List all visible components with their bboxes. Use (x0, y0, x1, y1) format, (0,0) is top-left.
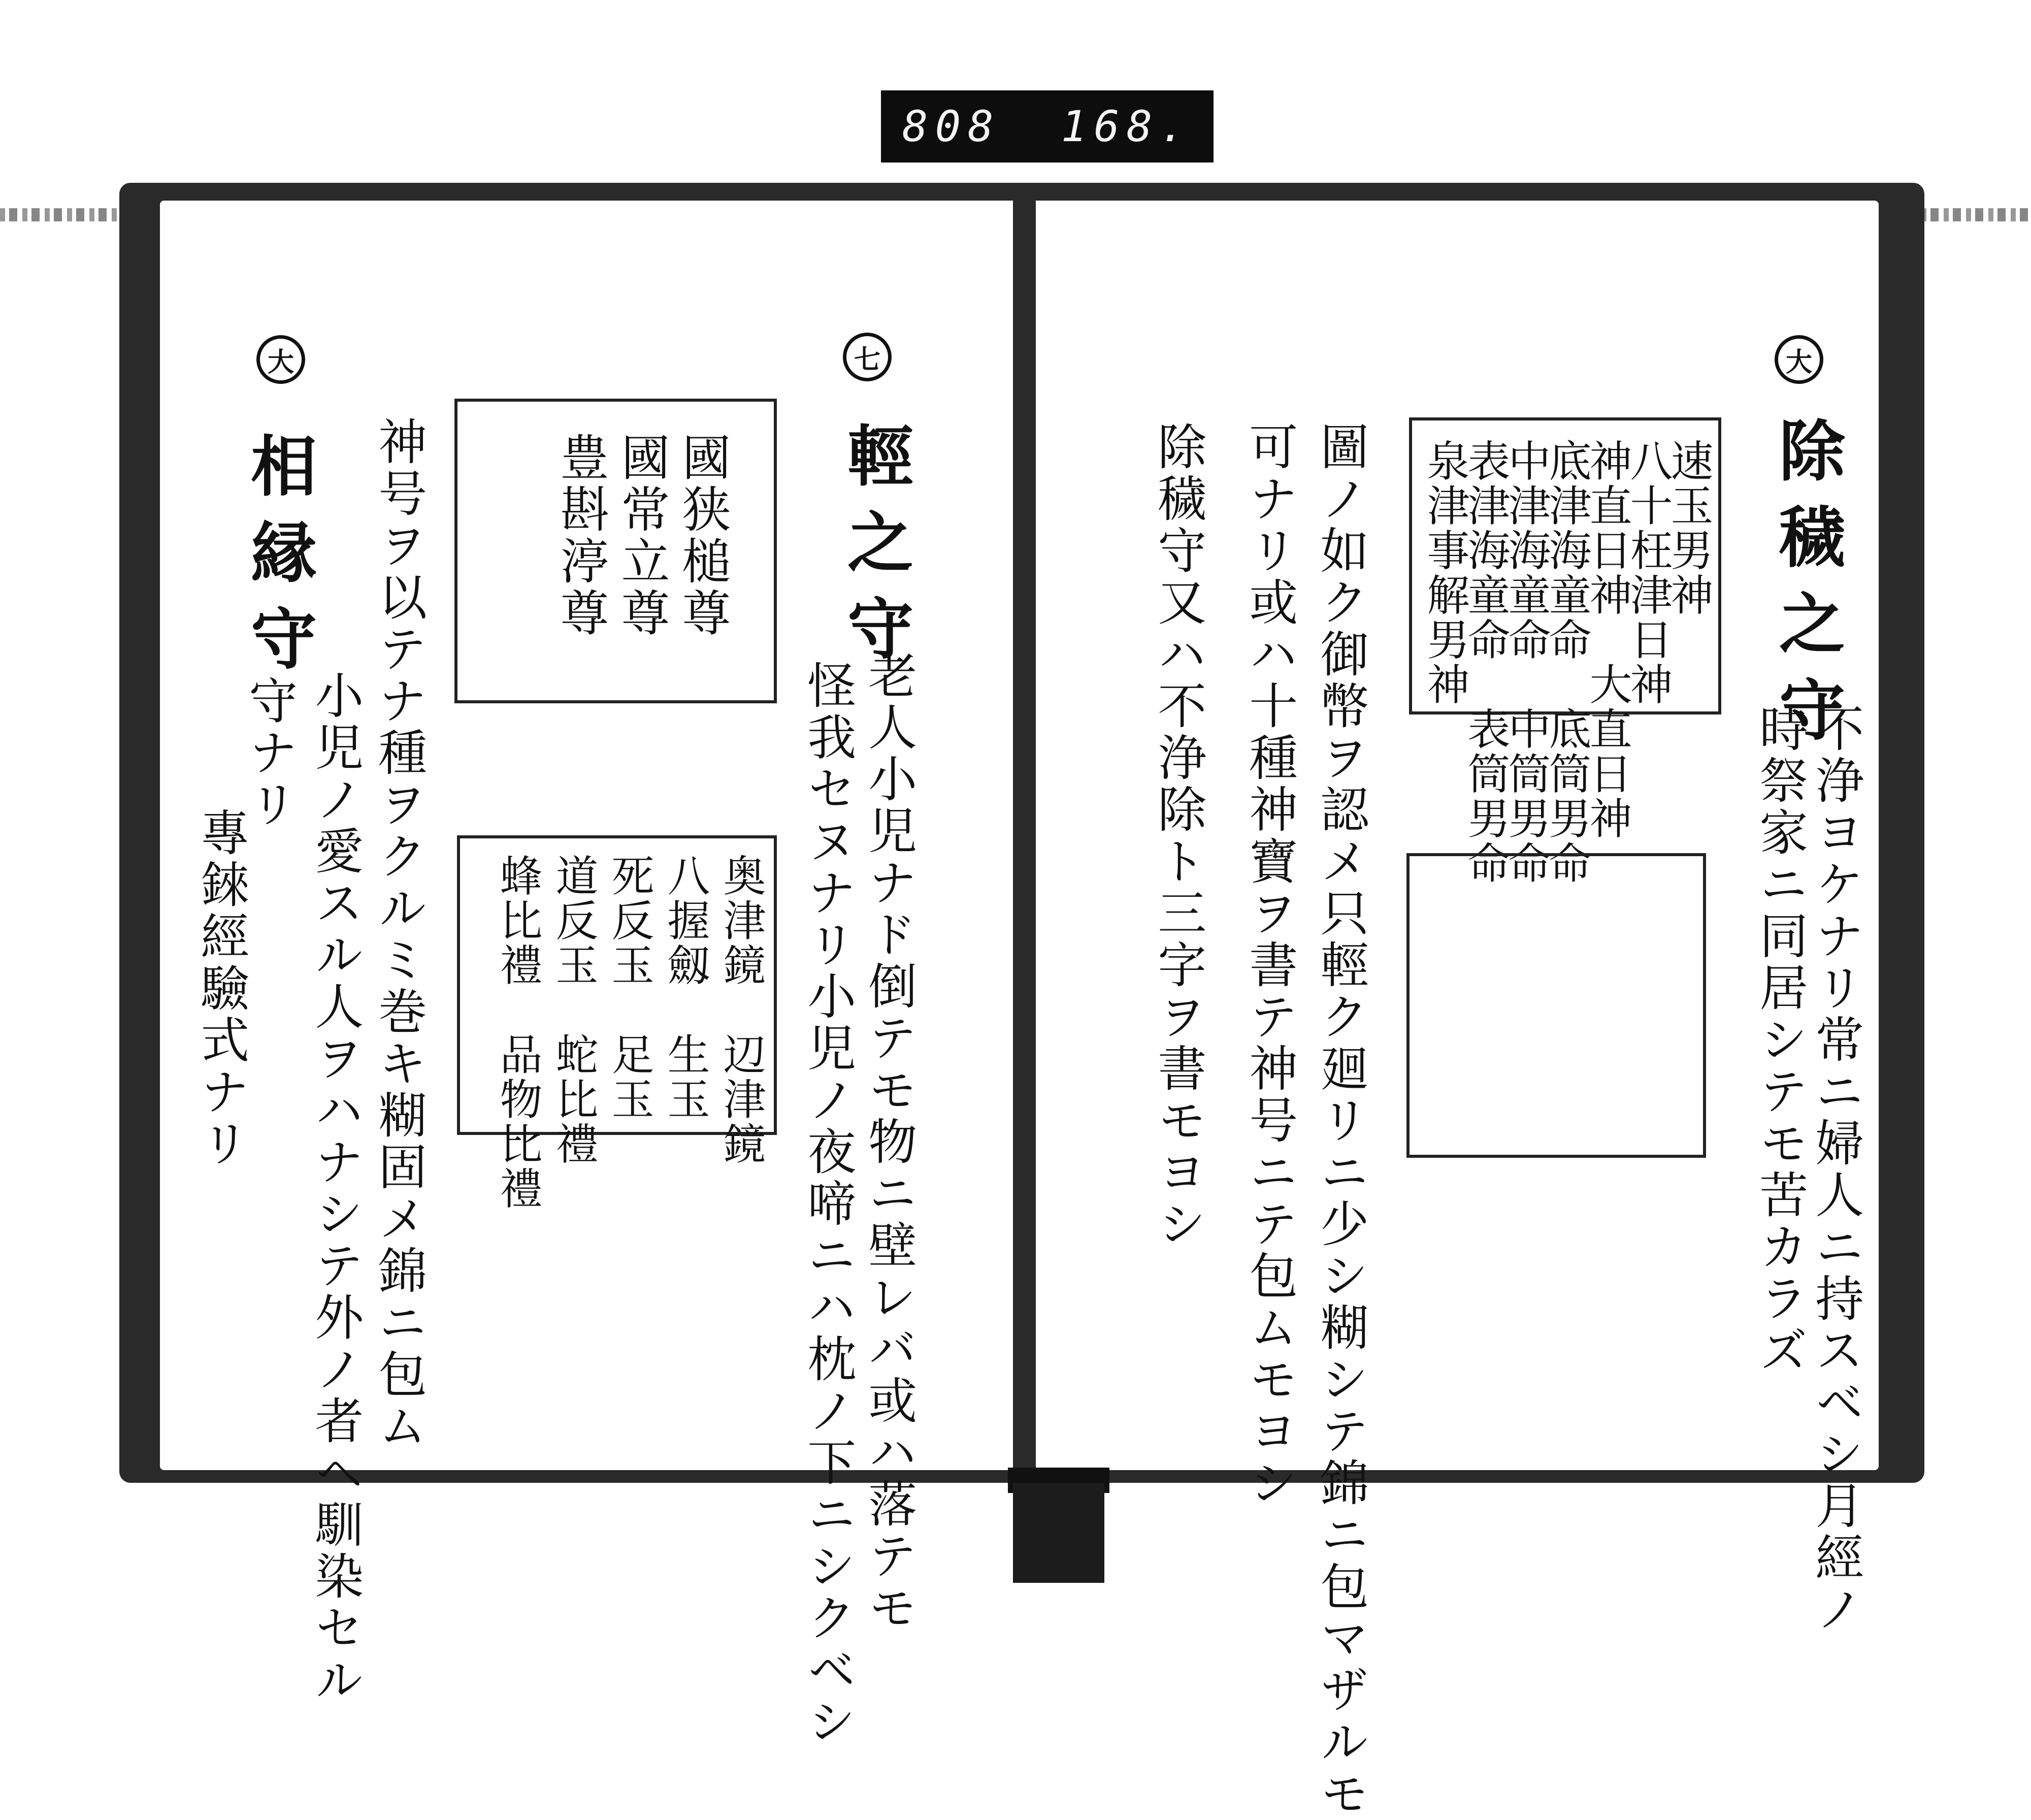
description-line: 時祭家ニ同居シテモ苦カラズ (1751, 703, 1809, 1377)
description-line: 守ナリ (241, 675, 298, 831)
instruction-line: 可ナリ或ハ十種神寶ヲ書テ神号ニテ包ムモヨシ (1241, 421, 1298, 1509)
deity-name: 神直日神 大直日神 (1583, 439, 1632, 841)
description-line: 怪我セヌナリ小児ノ夜啼ニハ枕ノ下ニシクベシ (799, 660, 857, 1748)
description-line: 不浄ヨケナリ常ニ婦人ニ持スベシ月經ノ (1807, 703, 1864, 1636)
item-number-badge (1775, 335, 1823, 384)
microfilm-frame-label (881, 90, 1214, 162)
deity-names-box (454, 399, 777, 703)
deity-names-box (1409, 417, 1721, 886)
deity-name: 中津海童命 中筒男命 (1501, 439, 1551, 886)
instruction-line: 神号ヲ以テナ種ヲクルミ巻キ糊固メ錦ニ包ム (370, 416, 428, 1452)
description-line: 小児ノ愛スル人ヲハナシテ外ノ者ヘ馴染セル (307, 670, 364, 1706)
deity-name: 國狭槌尊 (674, 432, 731, 639)
frame-number-right: 168. (1061, 102, 1192, 151)
deity-name: 八十枉津日神 (1623, 439, 1673, 707)
deity-name: 底津海童命 底筒男命 (1542, 439, 1592, 886)
item-number-text: 大 (267, 346, 294, 378)
frame-number-left: 808 (902, 102, 1001, 151)
treasure-name: 蜂比禮 品物比禮 (493, 854, 543, 1211)
item-number-text: 大 (1785, 346, 1812, 378)
treasure-name: 八握劔 生玉 (661, 854, 710, 1122)
treasures-box (457, 835, 777, 1211)
description-line: 老人小児ナド倒テモ物ニ壁レバ或ハ落テモ (860, 650, 918, 1634)
deity-name: 速玉男神 (1664, 439, 1714, 618)
charm-title: 輕之守 (836, 421, 914, 680)
item-number-badge (843, 333, 892, 381)
treasure-name: 奥津鏡 辺津鏡 (716, 854, 766, 1166)
treasure-name: 道反玉 蛇比禮 (549, 854, 599, 1166)
treasure-name: 死反玉 足玉 (605, 854, 654, 1122)
deity-name: 國常立尊 (613, 432, 670, 639)
item-number-badge (256, 335, 305, 384)
instruction-line: 除穢守又ハ不浄除ト三字ヲ書モヨシ (1150, 421, 1207, 1250)
deity-name: 豊斟渟尊 (552, 432, 609, 639)
item-number-text: 七 (854, 344, 880, 375)
charm-title: 除穢之守 (1768, 416, 1846, 762)
blank-illustration-box (1406, 853, 1706, 1158)
description-line: 專錸經驗式ナリ (192, 807, 250, 1170)
charm-title: 相縁守 (240, 432, 318, 691)
spine-post (1013, 1483, 1104, 1583)
deity-name: 泉津事解男神 (1420, 439, 1470, 707)
deity-name: 表津海童命 表筒男命 (1461, 439, 1511, 886)
instruction-line: 圖ノ如ク御幣ヲ認メ只輕ク廻リニ少シ糊シテ錦ニ包マザルモ (1312, 421, 1369, 1820)
